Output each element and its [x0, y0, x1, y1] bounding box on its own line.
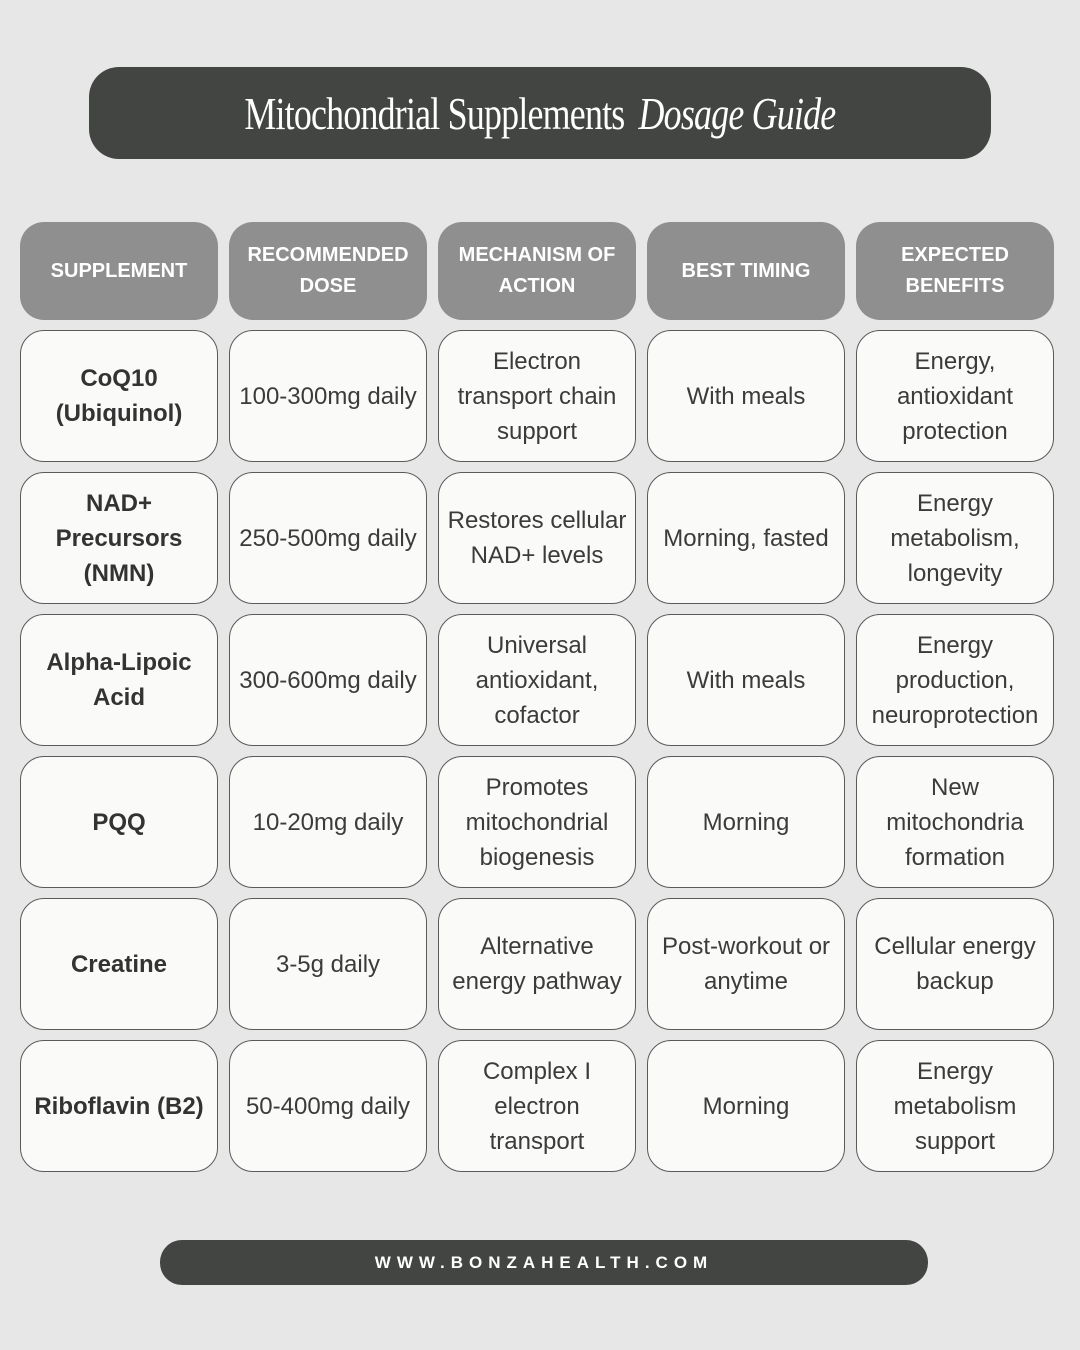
header-expected-benefits: EXPECTED BENEFITS — [856, 222, 1054, 320]
supplement-name-cell: Riboflavin (B2) — [20, 1040, 218, 1172]
benefits-cell: Energy metabolism support — [856, 1040, 1054, 1172]
supplement-name-cell: Creatine — [20, 898, 218, 1030]
title-main-text: Mitochondrial Supplements — [244, 87, 625, 139]
title-banner — [89, 67, 991, 159]
benefits-cell: Energy metabolism, longevity — [856, 472, 1054, 604]
supplement-name-cell: PQQ — [20, 756, 218, 888]
mechanism-cell: Restores cellular NAD+ levels — [438, 472, 636, 604]
mechanism-cell: Electron transport chain support — [438, 330, 636, 462]
dose-cell: 250-500mg daily — [229, 472, 427, 604]
supplement-name-cell: NAD+ Precursors (NMN) — [20, 472, 218, 604]
supplement-name-cell: CoQ10 (Ubiquinol) — [20, 330, 218, 462]
website-footer — [160, 1240, 928, 1285]
timing-cell: Morning — [647, 1040, 845, 1172]
page-title — [244, 87, 835, 140]
mechanism-cell: Universal antioxidant, cofactor — [438, 614, 636, 746]
timing-cell: With meals — [647, 614, 845, 746]
website-url: WWW.BONZAHEALTH.COM — [374, 1252, 714, 1272]
header-mechanism-of-action: MECHANISM OF ACTION — [438, 222, 636, 320]
dosage-table — [20, 222, 1054, 1172]
header-best-timing: BEST TIMING — [647, 222, 845, 320]
supplement-name-cell: Alpha-Lipoic Acid — [20, 614, 218, 746]
timing-cell: Post-workout or anytime — [647, 898, 845, 1030]
benefits-cell: Energy production, neuroprotection — [856, 614, 1054, 746]
dose-cell: 300-600mg daily — [229, 614, 427, 746]
benefits-cell: Cellular energy backup — [856, 898, 1054, 1030]
timing-cell: With meals — [647, 330, 845, 462]
dose-cell: 100-300mg daily — [229, 330, 427, 462]
header-recommended-dose: RECOMMENDED DOSE — [229, 222, 427, 320]
mechanism-cell: Complex I electron transport — [438, 1040, 636, 1172]
dose-cell: 50-400mg daily — [229, 1040, 427, 1172]
dose-cell: 3-5g daily — [229, 898, 427, 1030]
title-italic-text: Dosage Guide — [638, 87, 836, 139]
mechanism-cell: Alternative energy pathway — [438, 898, 636, 1030]
benefits-cell: Energy, antioxidant protection — [856, 330, 1054, 462]
mechanism-cell: Promotes mitochondrial biogenesis — [438, 756, 636, 888]
dose-cell: 10-20mg daily — [229, 756, 427, 888]
timing-cell: Morning, fasted — [647, 472, 845, 604]
timing-cell: Morning — [647, 756, 845, 888]
benefits-cell: New mitochondria formation — [856, 756, 1054, 888]
header-supplement: SUPPLEMENT — [20, 222, 218, 320]
